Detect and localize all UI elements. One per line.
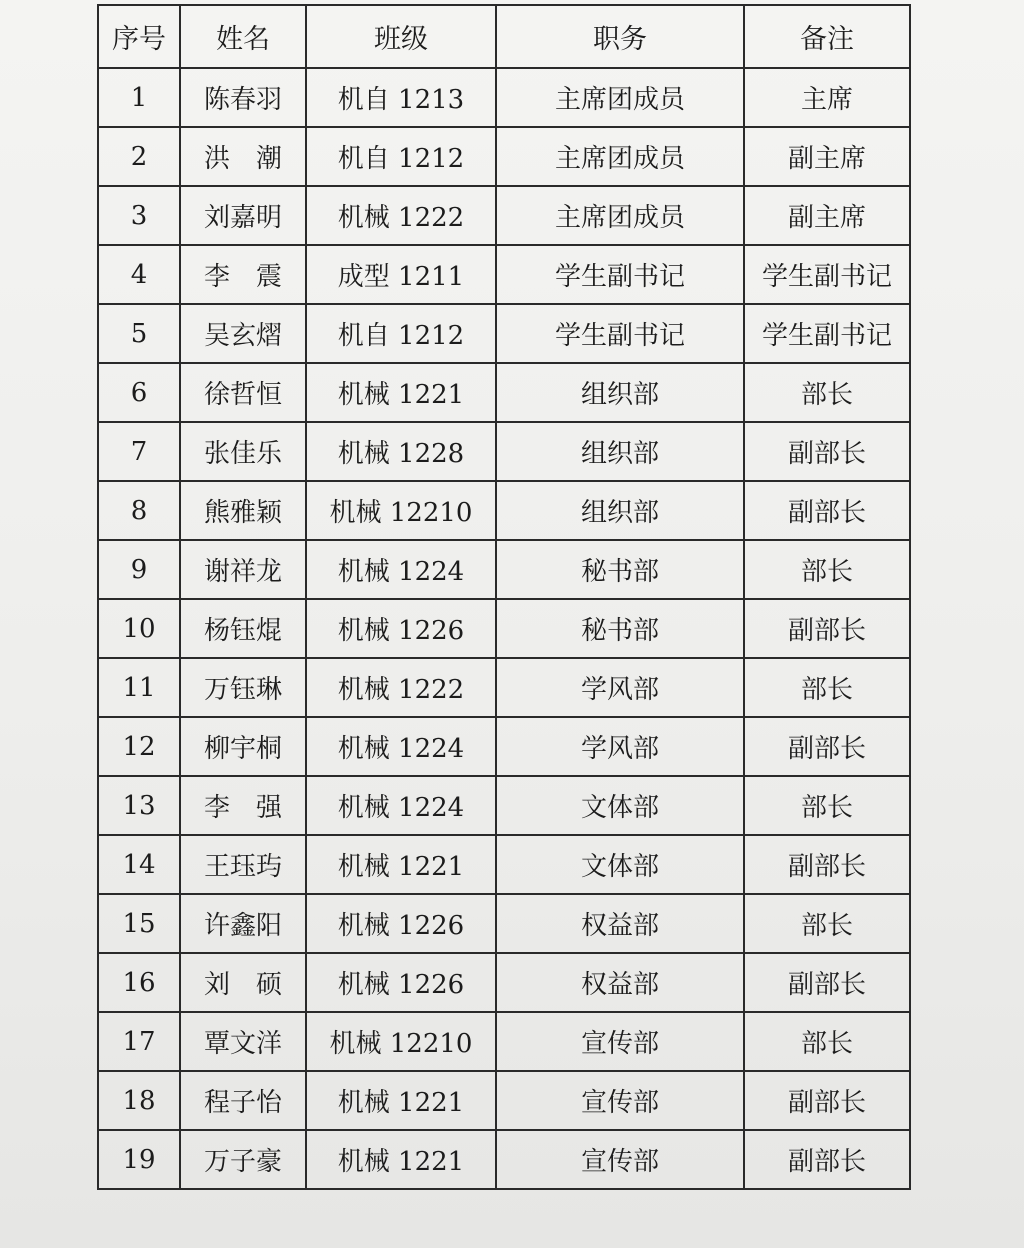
cell-index: 19 <box>98 1130 180 1189</box>
header-name: 姓名 <box>180 5 306 68</box>
table-row <box>98 1130 910 1189</box>
cell-name: 程子怡 <box>180 1071 306 1130</box>
cell-name: 张佳乐 <box>180 422 306 481</box>
cell-remark: 副部长 <box>744 835 910 894</box>
cell-remark: 副部长 <box>744 1071 910 1130</box>
cell-class: 机械 1226 <box>306 953 496 1012</box>
cell-class: 机械 1222 <box>306 658 496 717</box>
cell-name: 许鑫阳 <box>180 894 306 953</box>
cell-class: 机械 1226 <box>306 894 496 953</box>
cell-class: 机械 12210 <box>306 1012 496 1071</box>
cell-index: 16 <box>98 953 180 1012</box>
cell-position: 学生副书记 <box>496 245 744 304</box>
cell-position: 权益部 <box>496 953 744 1012</box>
table-row <box>98 953 910 1012</box>
cell-name: 徐哲恒 <box>180 363 306 422</box>
table-row <box>98 481 910 540</box>
cell-class: 机自 1212 <box>306 127 496 186</box>
cell-index: 15 <box>98 894 180 953</box>
cell-name: 刘嘉明 <box>180 186 306 245</box>
cell-remark: 主席 <box>744 68 910 127</box>
cell-remark: 学生副书记 <box>744 245 910 304</box>
cell-position: 组织部 <box>496 363 744 422</box>
header-remark: 备注 <box>744 5 910 68</box>
cell-position: 秘书部 <box>496 540 744 599</box>
cell-class: 成型 1211 <box>306 245 496 304</box>
cell-position: 主席团成员 <box>496 68 744 127</box>
cell-index: 10 <box>98 599 180 658</box>
cell-position: 主席团成员 <box>496 127 744 186</box>
cell-remark: 部长 <box>744 658 910 717</box>
table-row <box>98 599 910 658</box>
cell-remark: 部长 <box>744 1012 910 1071</box>
cell-class: 机械 1221 <box>306 363 496 422</box>
cell-name: 谢祥龙 <box>180 540 306 599</box>
cell-name: 覃文洋 <box>180 1012 306 1071</box>
cell-remark: 部长 <box>744 540 910 599</box>
cell-position: 秘书部 <box>496 599 744 658</box>
cell-index: 8 <box>98 481 180 540</box>
cell-remark: 副部长 <box>744 717 910 776</box>
cell-name: 杨钰焜 <box>180 599 306 658</box>
cell-class: 机械 1228 <box>306 422 496 481</box>
cell-remark: 副部长 <box>744 599 910 658</box>
header-row <box>98 5 910 68</box>
table-row <box>98 717 910 776</box>
cell-name: 李 强 <box>180 776 306 835</box>
table-row <box>98 894 910 953</box>
cell-index: 18 <box>98 1071 180 1130</box>
cell-position: 文体部 <box>496 835 744 894</box>
cell-class: 机自 1213 <box>306 68 496 127</box>
cell-name: 柳宇桐 <box>180 717 306 776</box>
cell-remark: 部长 <box>744 776 910 835</box>
table-row <box>98 776 910 835</box>
cell-index: 2 <box>98 127 180 186</box>
cell-name: 王珏玙 <box>180 835 306 894</box>
cell-index: 6 <box>98 363 180 422</box>
cell-remark: 副部长 <box>744 1130 910 1189</box>
cell-position: 主席团成员 <box>496 186 744 245</box>
cell-class: 机械 1221 <box>306 1130 496 1189</box>
table-row <box>98 835 910 894</box>
cell-class: 机械 1221 <box>306 1071 496 1130</box>
cell-name: 洪 潮 <box>180 127 306 186</box>
cell-remark: 副部长 <box>744 953 910 1012</box>
cell-index: 9 <box>98 540 180 599</box>
cell-remark: 部长 <box>744 363 910 422</box>
header-position: 职务 <box>496 5 744 68</box>
cell-position: 学风部 <box>496 658 744 717</box>
cell-index: 3 <box>98 186 180 245</box>
cell-index: 13 <box>98 776 180 835</box>
cell-class: 机械 1224 <box>306 717 496 776</box>
cell-position: 学风部 <box>496 717 744 776</box>
cell-name: 万子豪 <box>180 1130 306 1189</box>
cell-position: 权益部 <box>496 894 744 953</box>
header-index: 序号 <box>98 5 180 68</box>
table-row <box>98 186 910 245</box>
header-class: 班级 <box>306 5 496 68</box>
cell-remark: 副部长 <box>744 422 910 481</box>
cell-remark: 副主席 <box>744 186 910 245</box>
cell-index: 1 <box>98 68 180 127</box>
table-row <box>98 127 910 186</box>
cell-index: 11 <box>98 658 180 717</box>
cell-position: 文体部 <box>496 776 744 835</box>
cell-name: 万钰琳 <box>180 658 306 717</box>
cell-class: 机械 1222 <box>306 186 496 245</box>
cell-position: 宣传部 <box>496 1012 744 1071</box>
cell-position: 学生副书记 <box>496 304 744 363</box>
cell-index: 5 <box>98 304 180 363</box>
table-row <box>98 68 910 127</box>
cell-remark: 副部长 <box>744 481 910 540</box>
cell-remark: 学生副书记 <box>744 304 910 363</box>
table-row <box>98 1012 910 1071</box>
cell-name: 刘 硕 <box>180 953 306 1012</box>
cell-position: 宣传部 <box>496 1130 744 1189</box>
table-row <box>98 245 910 304</box>
table-row <box>98 363 910 422</box>
table-row <box>98 422 910 481</box>
table-row <box>98 658 910 717</box>
cell-name: 熊雅颖 <box>180 481 306 540</box>
cell-class: 机械 1226 <box>306 599 496 658</box>
cell-index: 4 <box>98 245 180 304</box>
cell-remark: 部长 <box>744 894 910 953</box>
roster-table <box>97 4 911 1190</box>
table-row <box>98 304 910 363</box>
table-row <box>98 1071 910 1130</box>
cell-class: 机械 12210 <box>306 481 496 540</box>
cell-class: 机械 1221 <box>306 835 496 894</box>
cell-class: 机自 1212 <box>306 304 496 363</box>
cell-index: 14 <box>98 835 180 894</box>
cell-index: 17 <box>98 1012 180 1071</box>
cell-position: 组织部 <box>496 422 744 481</box>
cell-class: 机械 1224 <box>306 776 496 835</box>
cell-name: 吴玄熠 <box>180 304 306 363</box>
cell-name: 李 震 <box>180 245 306 304</box>
cell-position: 宣传部 <box>496 1071 744 1130</box>
cell-name: 陈春羽 <box>180 68 306 127</box>
cell-remark: 副主席 <box>744 127 910 186</box>
cell-index: 12 <box>98 717 180 776</box>
cell-class: 机械 1224 <box>306 540 496 599</box>
cell-position: 组织部 <box>496 481 744 540</box>
cell-index: 7 <box>98 422 180 481</box>
table-row <box>98 540 910 599</box>
